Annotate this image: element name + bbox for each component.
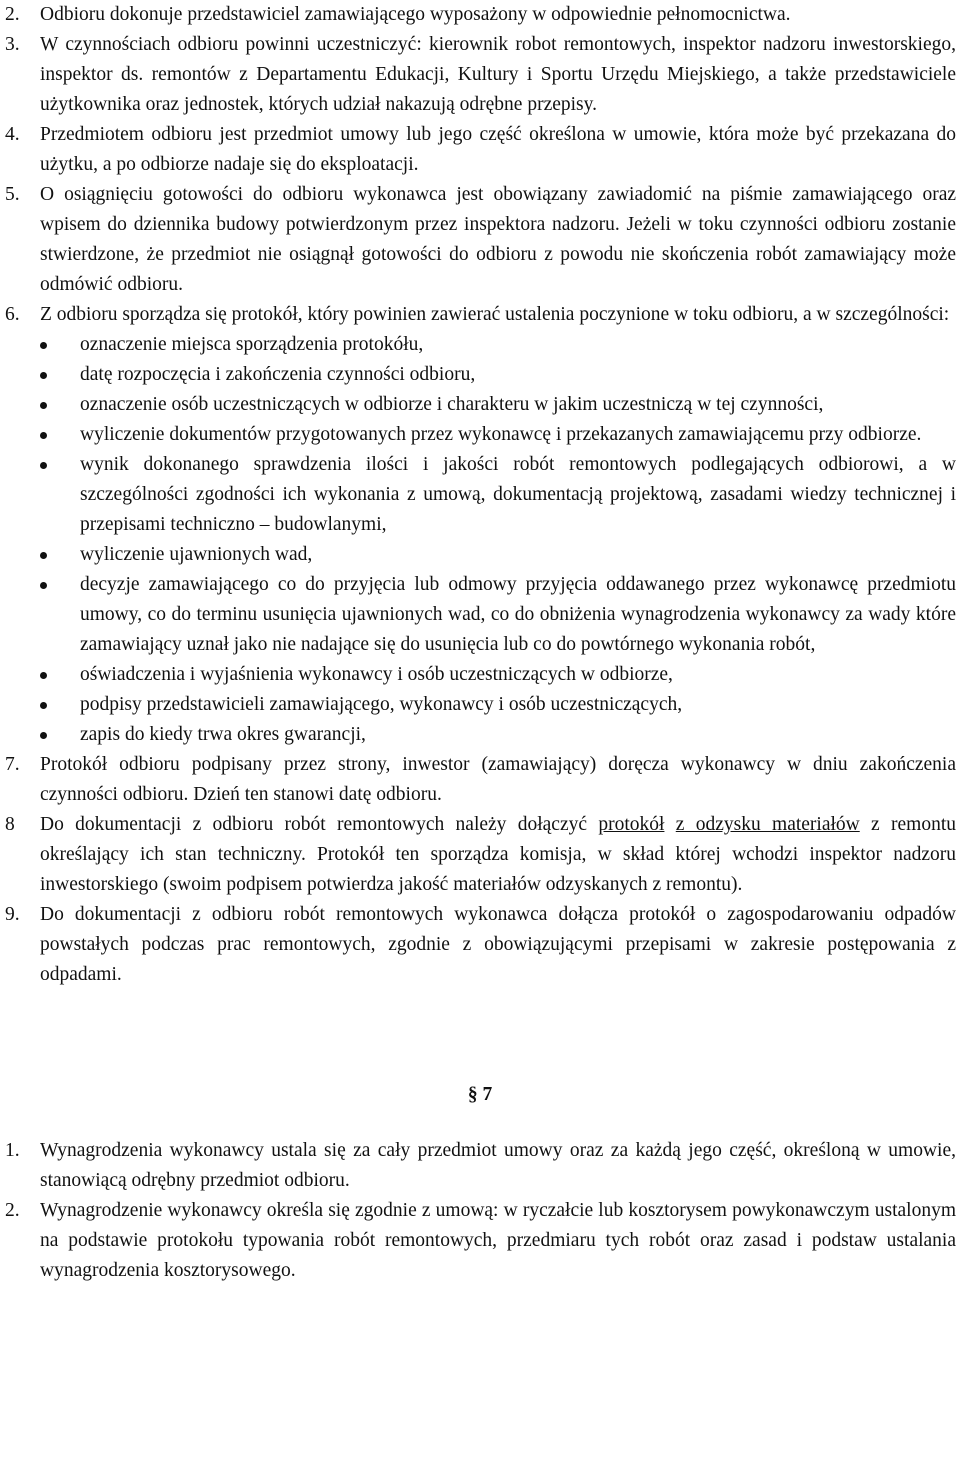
list-item [0,810,960,900]
bullet-item [0,570,960,660]
bullet-text: wyliczenie dokumentów przygotowanych przez wykonawcę i przekazanych zamawiającemu przy odbiorze. [80,424,922,445]
bullet-text: wyliczenie ujawnionych wad, [80,544,313,565]
item-text: Odbioru dokonuje przedstawiciel zamawiającego wyposażony w odpowiednie pełnomocnictwa. [40,4,791,25]
item-text: Przedmiotem odbioru jest przedmiot umowy lub jego część określona w umowie, która może być przekazana do użytku, a po odbiorze nadaje się do eksploatacji. [40,124,956,175]
bullet-icon [40,732,47,739]
underlined-phrase: protokół [598,814,665,835]
item-text: Z odbioru sporządza się protokół, który powinien zawierać ustalenia poczynione w toku odbioru, a w szczególności: [40,304,950,325]
section-heading: § 7 [467,1084,493,1105]
bullet-text: decyzje zamawiającego co do przyjęcia lub odmowy przyjęcia oddawanego przez wykonawcę przedmiotu umowy, co do terminu usunięcia ujawnionych wad, co do obniżenia wynagrodzenia wykonawcy za wady które zamawiający uznał jako nie nadające się do usunięcia lub co do powtórnego wykonania robót, [80,574,956,655]
bullet-text: datę rozpoczęcia i zakończenia czynności odbioru, [80,364,476,385]
bullet-item [0,390,960,420]
bullet-text: oznaczenie osób uczestniczących w odbiorze i charakteru w jakim uczestniczą w tej czynności, [80,394,824,415]
bullet-item [0,720,960,750]
item-text: Wynagrodzenia wykonawcy ustala się za cały przedmiot umowy oraz za każdą jego część, określoną w umowie, stanowiącą odrębny przedmiot odbioru. [40,1140,956,1191]
bullet-icon [40,552,47,559]
item-text: Protokół odbioru podpisany przez strony, inwestor (zamawiający) doręcza wykonawcy w dniu zakończenia czynności odbioru. Dzień ten stanowi datę odbioru. [40,754,956,805]
bullet-text: podpisy przedstawicieli zamawiającego, wykonawcy i osób uczestniczących, [80,694,683,715]
item-number: 2. [5,4,20,25]
item-number: 4. [5,124,20,145]
bullet-item [0,420,960,450]
bullet-item [0,360,960,390]
bullet-icon [40,432,47,439]
bullet-item [0,450,960,540]
list-item [0,1136,960,1196]
item-text: Do dokumentacji z odbioru robót remontowych wykonawca dołącza protokół o zagospodarowaniu odpadów powstałych podczas prac remontowych, zgodnie z obowiązującymi przepisami w zakresie postępowania z odpadami. [40,904,956,985]
item-text: O osiągnięciu gotowości do odbioru wykonawca jest obowiązany zawiadomić na piśmie zamawiającego oraz wpisem do dziennika budowy potwierdzonym przez inspektora nadzoru. Jeżeli w toku czynności odbioru zostanie stwierdzone, że przedmiot nie osiągnął gotowości do odbioru z powodu nie skończenia robót zamawiający może odmówić odbioru. [40,184,956,295]
list-item [0,180,960,300]
item-number: 1. [5,1140,20,1161]
bullet-icon [40,702,47,709]
bullet-item [0,690,960,720]
list-item [0,750,960,810]
list-item [0,1196,960,1286]
underlined-phrase: z odzysku materiałów [675,814,860,835]
bullet-text: zapis do kiedy trwa okres gwarancji, [80,724,366,745]
item-number: 9. [5,904,20,925]
bullet-item [0,330,960,360]
item-text-after: z remontu określający ich stan techniczny. Protokół ten sporządza komisja, w skład której wchodzi inspektor nadzoru inwestorskiego (swoim podpisem potwierdza jakość materiałów odzyskanych z remontu). [40,814,956,895]
item-text-space [664,814,675,835]
bullet-icon [40,402,47,409]
bullet-item [0,540,960,570]
bullet-icon [40,582,47,589]
list-item [0,300,960,330]
bullet-text: oznaczenie miejsca sporządzenia protokółu, [80,334,424,355]
bullet-icon [40,462,47,469]
item-number: 8 [5,814,15,835]
item-number: 7. [5,754,20,775]
bullet-list [0,330,960,750]
bullet-text: wynik dokonanego sprawdzenia ilości i jakości robót remontowych podlegających odbiorowi, a w szczególności zgodności ich wykonania z umową, dokumentacją projektową, zasadami wiedzy technicznej i przepisami techniczno – budowlanymi, [80,454,956,535]
item-text: W czynnościach odbioru powinni uczestniczyć: kierownik robot remontowych, inspektor nadzoru inwestorskiego, inspektor ds. remontów z Departamentu Edukacji, Kultury i Sportu Urzędu Miejskiego, a także przedstawiciele użytkownika oraz jednostek, których udział nakazują odrębne przepisy. [40,34,956,115]
list-item [0,120,960,180]
item-text-before: Do dokumentacji z odbioru robót remontowych należy dołączyć [40,814,599,835]
item-number: 5. [5,184,20,205]
list-item [0,0,960,30]
bullet-icon [40,342,47,349]
bullet-text: oświadczenia i wyjaśnienia wykonawcy i osób uczestniczących w odbiorze, [80,664,673,685]
bullet-item [0,660,960,690]
item-number: 3. [5,34,20,55]
list-item [0,900,960,990]
item-number: 6. [5,304,20,325]
bullet-icon [40,672,47,679]
item-number: 2. [5,1200,20,1221]
list-item [0,30,960,120]
item-text: Wynagrodzenie wykonawcy określa się zgodnie z umową: w ryczałcie lub kosztorysem powykonawczym ustalonym na podstawie protokołu typowania robót remontowych, przedmiaru tych robót oraz zasad i podstaw ustalania wynagrodzenia kosztorysowego. [40,1200,956,1281]
bullet-icon [40,372,47,379]
